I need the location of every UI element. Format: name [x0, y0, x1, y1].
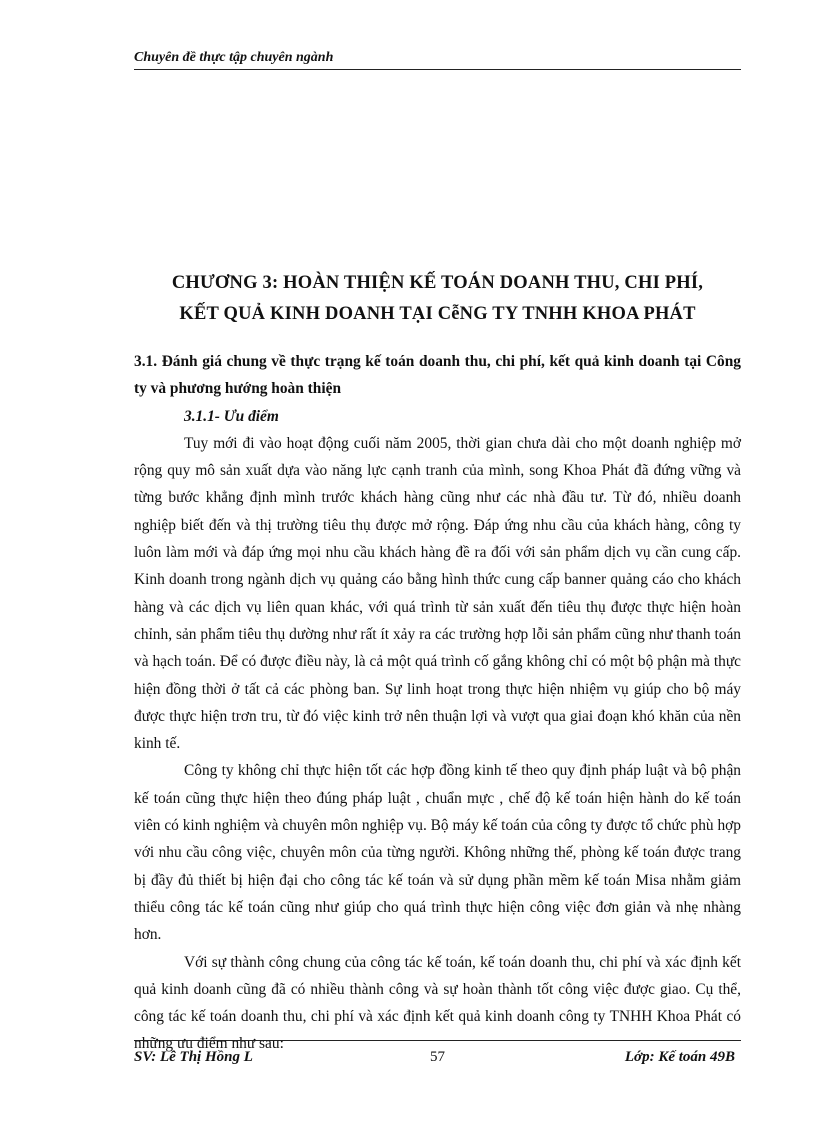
footer-student: SV: Lê Thị Hồng L [134, 1049, 253, 1065]
paragraph-1: Tuy mới đi vào hoạt động cuối năm 2005, thời gian chưa dài cho một doanh nghiệp mở rộng quy mô sản xuất dựa vào năng lực cạnh tranh của mình, song Khoa Phát đã đứng vững và từng bước khẳng định mình trước khách hàng cũng như các nhà đầu tư. Từ đó, nhiều doanh nghiệp biết đến và thị trường tiêu thụ được mở rộng. Đáp ứng nhu cầu của khách hàng, công ty luôn làm mới và đáp ứng mọi nhu cầu khách hàng đề ra đối với sản phẩm dịch vụ cần cung cấp. Kinh doanh trong ngành dịch vụ quảng cáo bằng hình thức cung cấp banner quảng cáo cho khách hàng và các dịch vụ liên quan khác, với quá trình từ sản xuất đến tiêu thụ được thực hiện hoàn chỉnh, sản phẩm tiêu thụ dường như rất ít xảy ra các trường hợp lỗi sản phẩm cũng như thanh toán và hạch toán. Để có được điều này, là cả một quá trình cố gắng không chỉ có một bộ phận mà thực hiện đồng thời ở tất cả các phòng ban. Sự linh hoạt trong thực hiện nhiệm vụ giúp cho bộ máy được thực hiện trơn tru, từ đó việc kinh trở nên thuận lợi và vượt qua giai đoạn khó khăn của nền kinh tế. [134, 434, 741, 753]
footer-class: Lớp: Kế toán 49B [624, 1049, 735, 1065]
body-content [134, 348, 741, 1058]
chapter-title [134, 268, 741, 330]
page-header [134, 50, 741, 70]
subsection-heading: 3.1.1- Ưu điểm [184, 407, 279, 425]
chapter-title-line-2: KẾT QUẢ KINH DOANH TẠI CễNG TY TNHH KHOA PHÁT [179, 304, 696, 324]
chapter-title-line-1: CHƯƠNG 3: HOÀN THIỆN KẾ TOÁN DOANH THU, CHI PHÍ, [171, 273, 704, 293]
section-heading: 3.1. Đánh giá chung về thực trạng kế toán doanh thu, chi phí, kết quả kinh doanh tại Công ty và phương hướng hoàn thiện [134, 353, 741, 398]
page-footer [134, 1040, 741, 1065]
paragraph-3: Với sự thành công chung của công tác kế toán, kế toán doanh thu, chi phí và xác định kết quả kinh doanh cũng đã có nhiều thành công và sự hoàn thành tốt công việc được giao. Cụ thể, công tác kế toán doanh thu, chi phí và xác định kết quả kinh doanh công ty TNHH Khoa Phát có những ưu điểm như sau: [134, 953, 741, 1053]
header-title: Chuyên đề thực tập chuyên ngành [134, 50, 334, 65]
paragraph-2: Công ty không chỉ thực hiện tốt các hợp đồng kinh tế theo quy định pháp luật và bộ phận kế toán cũng thực hiện theo đúng pháp luật , chuẩn mực , chế độ kế toán hiện hành do kế toán viên có kinh nghiệm và chuyên môn nghiệp vụ. Bộ máy kế toán của công ty được tổ chức phù hợp với nhu cầu công việc, chuyên môn của từng người. Không những thế, phòng kế toán được trang bị đầy đủ thiết bị hiện đại cho công tác kế toán và sử dụng phần mềm kế toán Misa nhằm giảm thiểu công tác kế toán cũng như giúp cho quá trình thực hiện công việc đơn giản và nhẹ nhàng hơn. [134, 762, 741, 944]
page-number: 57 [430, 1049, 445, 1065]
